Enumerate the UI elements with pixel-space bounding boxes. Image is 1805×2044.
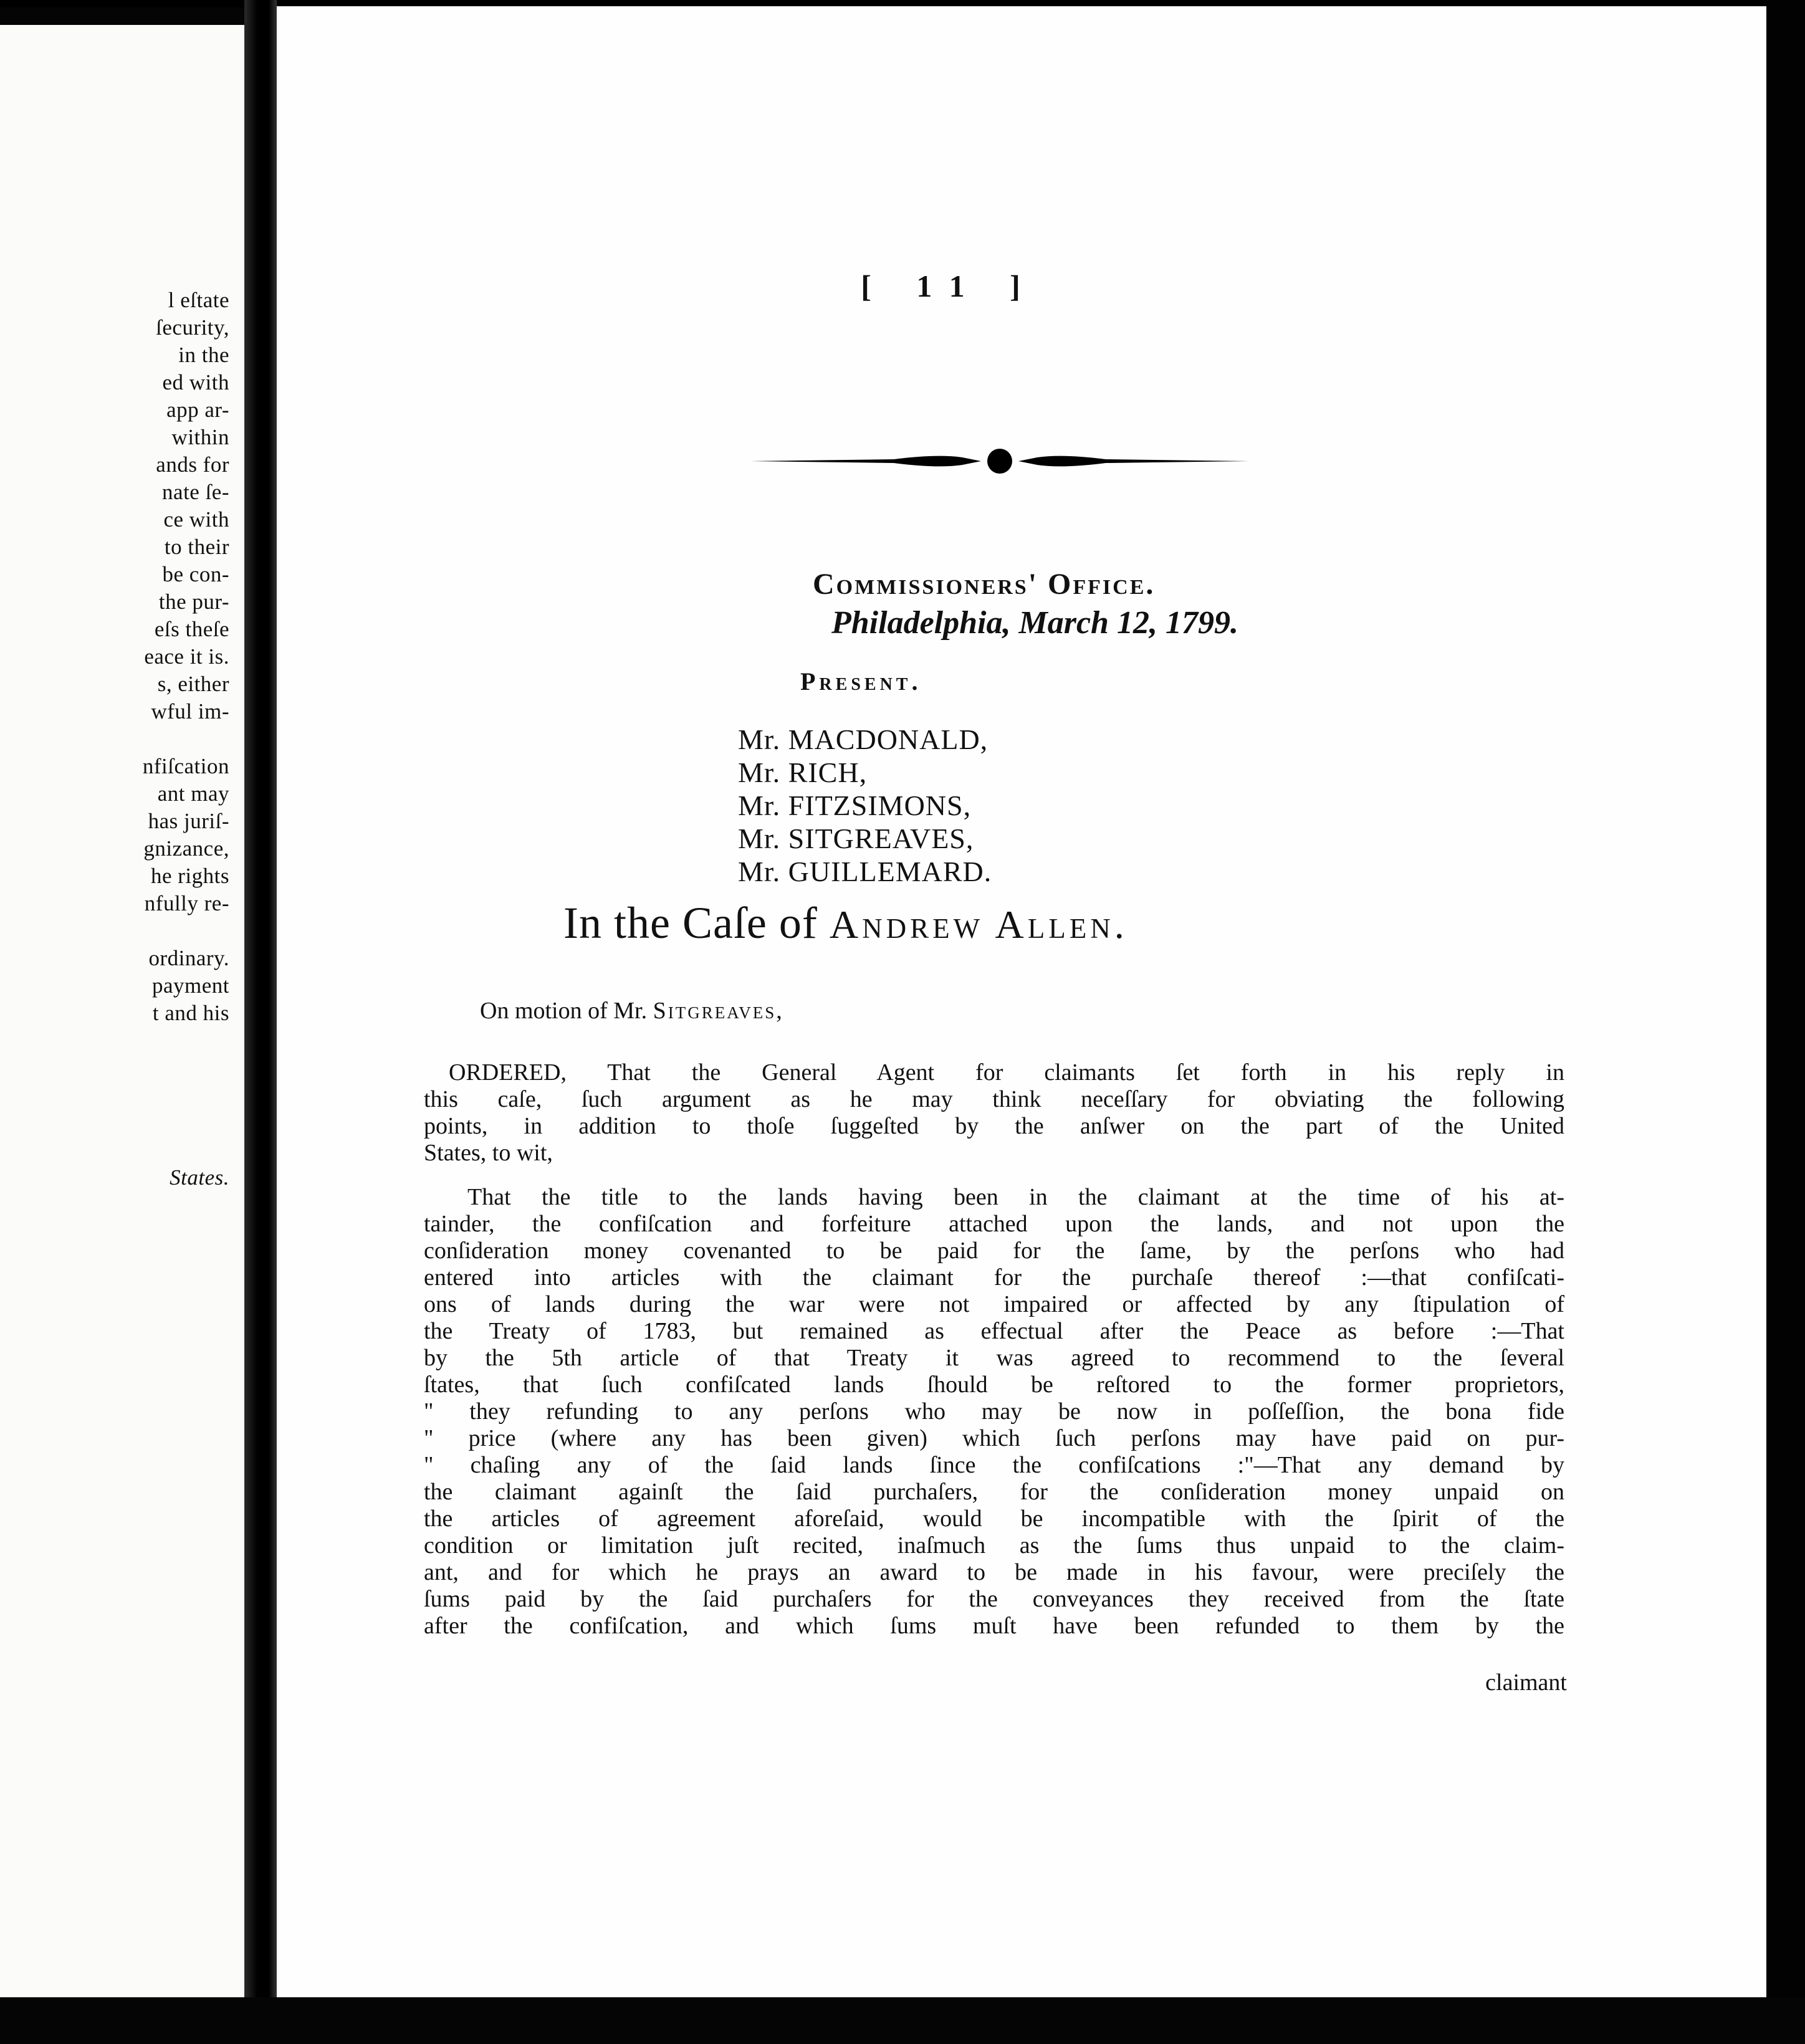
page-number: [ 11 ] bbox=[861, 269, 1039, 303]
member-name: Mr. GUILLEMARD. bbox=[738, 856, 992, 887]
text-line: l eſtate bbox=[168, 288, 229, 312]
ornament-divider-icon bbox=[750, 442, 1249, 480]
text-line: eace it is. bbox=[144, 644, 229, 669]
catchword: claimant bbox=[1485, 1669, 1567, 1696]
text-line: ordinary. bbox=[148, 946, 229, 970]
text-line: the Treaty of 1783, but remained as effectual after the Peace as before :—That bbox=[424, 1318, 1564, 1344]
text-line: condition or limitation juſt recited, inaſmuch as the ſums thus unpaid to the claim- bbox=[424, 1532, 1564, 1559]
text-line: be con- bbox=[162, 562, 229, 586]
text-line: nfully re- bbox=[144, 891, 229, 915]
text-line: has juriſ- bbox=[148, 809, 229, 833]
text-line: " price (where any has been given) which ſuch perſons may have paid on pur- bbox=[424, 1425, 1564, 1451]
text-line: ed with bbox=[162, 370, 229, 394]
ordered-paragraph bbox=[424, 1059, 1564, 1167]
text-line: after the confiſcation, and which ſums muſt have been refunded to them by the bbox=[424, 1613, 1564, 1639]
book-gutter bbox=[244, 0, 277, 2044]
text-line: tainder, the confiſcation and forfeiture attached upon the lands, and not upon the bbox=[424, 1211, 1564, 1237]
text-line: ſums paid by the ſaid purchaſers for the conveyances they received from the ſtate bbox=[424, 1586, 1564, 1612]
members-list bbox=[738, 723, 992, 888]
text-line: this caſe, ſuch argument as he may think neceſſary for obviating the following bbox=[424, 1086, 1564, 1112]
case-title-name: Andrew Allen. bbox=[829, 902, 1128, 947]
text-line: ſecurity, bbox=[156, 315, 229, 340]
text-line: app ar- bbox=[166, 398, 229, 422]
text-line: t and his bbox=[152, 1001, 229, 1025]
text-line: conſideration money covenanted to be paid for the ſame, by the perſons who had bbox=[424, 1238, 1564, 1264]
text-line: ſtates, that ſuch confiſcated lands ſhould be reſtored to the former proprietors, bbox=[424, 1372, 1564, 1398]
motion-prefix: On motion of Mr. bbox=[480, 998, 648, 1024]
motion-name: Sitgreaves, bbox=[653, 998, 784, 1024]
text-line: entered into articles with the claimant for the purchaſe thereof :—that confiſcati- bbox=[424, 1264, 1564, 1291]
text-line bbox=[143, 917, 229, 945]
member-name: Mr. SITGREAVES, bbox=[738, 823, 974, 854]
previous-page-text bbox=[143, 287, 229, 1192]
text-line bbox=[143, 1082, 229, 1109]
text-line: nate ſe- bbox=[162, 480, 229, 504]
text-line: States. bbox=[170, 1165, 229, 1190]
text-line: ons of lands during the war were not impaired or affected by any ſtipulation of bbox=[424, 1291, 1564, 1317]
text-line: points, in addition to thoſe ſuggeſted by the anſwer on the part of the United bbox=[424, 1113, 1564, 1139]
member-name: Mr. MACDONALD, bbox=[738, 724, 989, 755]
dateline: Philadelphia, March 12, 1799. bbox=[831, 605, 1238, 641]
text-line bbox=[143, 725, 229, 753]
body-paragraph bbox=[424, 1184, 1564, 1640]
text-line: within bbox=[171, 425, 229, 449]
text-line bbox=[143, 1137, 229, 1164]
text-line: the articles of agreement aforeſaid, would be incompatible with the ſpirit of the bbox=[424, 1506, 1564, 1532]
text-line bbox=[143, 1054, 229, 1082]
previous-page-fragment bbox=[0, 25, 244, 2007]
text-line: he rights bbox=[150, 864, 229, 888]
text-line: by the 5th article of that Treaty it was agreed to recommend to the ſeveral bbox=[424, 1345, 1564, 1371]
text-line: nfiſcation bbox=[142, 754, 229, 778]
text-line: ant may bbox=[157, 781, 229, 806]
text-line: the claimant againſt the ſaid purchaſers, for the conſideration money unpaid on bbox=[424, 1479, 1564, 1505]
text-line: ORDERED, That the General Agent for claimants ſet forth in his reply in bbox=[449, 1059, 1564, 1086]
case-title-prefix: In the Caſe of bbox=[563, 898, 818, 948]
text-line: " chaſing any of the ſaid lands ſince the confiſcations :"—That any demand by bbox=[424, 1452, 1564, 1478]
text-line: the pur- bbox=[158, 590, 229, 614]
text-line: " they refunding to any perſons who may be now in poſſeſſion, the bona fide bbox=[424, 1398, 1564, 1425]
scan-right-edge bbox=[1766, 0, 1805, 2044]
text-line: payment bbox=[151, 973, 229, 998]
text-line: in the bbox=[178, 343, 229, 367]
text-line bbox=[143, 1027, 229, 1054]
office-heading: Commissioners' Office. bbox=[813, 568, 1156, 601]
text-line: gnizance, bbox=[143, 836, 229, 861]
member-name: Mr. RICH, bbox=[738, 757, 868, 788]
case-title bbox=[563, 897, 1128, 949]
text-line: ant, and for which he prays an award to be made in his favour, were preciſely the bbox=[424, 1559, 1564, 1585]
motion-line bbox=[480, 997, 784, 1024]
text-line: s, either bbox=[157, 672, 229, 696]
text-line: ands for bbox=[156, 452, 229, 477]
text-line bbox=[143, 1109, 229, 1137]
scan-bottom-edge bbox=[0, 1997, 1805, 2044]
text-line: wful im- bbox=[151, 699, 229, 724]
member-name: Mr. FITZSIMONS, bbox=[738, 790, 972, 821]
text-line: eſs theſe bbox=[154, 617, 229, 641]
text-line: ce with bbox=[163, 507, 229, 532]
text-line: to their bbox=[164, 535, 229, 559]
present-heading: Present. bbox=[800, 667, 922, 695]
document-page bbox=[277, 6, 1766, 1997]
text-line: That the title to the lands having been in the claimant at the time of his at- bbox=[467, 1184, 1564, 1210]
text-line: States, to wit, bbox=[424, 1140, 553, 1166]
